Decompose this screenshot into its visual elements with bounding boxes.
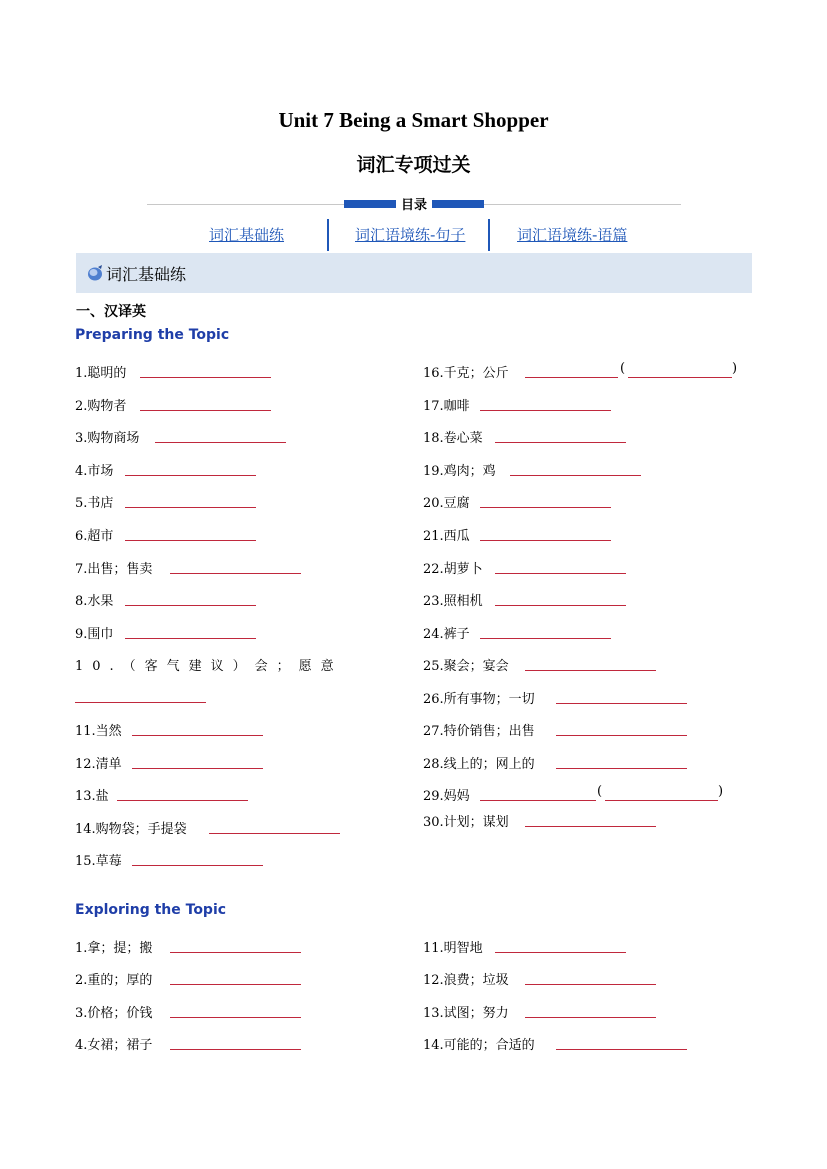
answer-blank[interactable]	[480, 638, 611, 639]
answer-blank[interactable]	[525, 670, 656, 671]
answer-blank[interactable]	[480, 507, 611, 508]
answer-blank[interactable]	[117, 800, 248, 801]
subsection-title-exploring: Exploring the Topic	[75, 902, 227, 918]
answer-blank[interactable]	[170, 984, 301, 985]
answer-blank[interactable]	[480, 800, 596, 801]
vocab-item: 19.鸡肉；鸡	[423, 464, 496, 479]
vocab-item: 12.浪费；垃圾	[423, 973, 509, 988]
vocab-item: 8.水果	[75, 594, 114, 609]
vocab-item: 22.胡萝卜	[423, 562, 483, 577]
answer-blank[interactable]	[556, 735, 687, 736]
answer-blank[interactable]	[170, 573, 301, 574]
answer-blank[interactable]	[495, 442, 626, 443]
answer-blank[interactable]	[209, 833, 340, 834]
vocab-item: 28.线上的；网上的	[423, 757, 535, 772]
section-header	[76, 253, 752, 293]
vocab-item: 25.聚会；宴会	[423, 659, 509, 674]
toc-separator	[327, 219, 329, 251]
answer-blank[interactable]	[125, 638, 256, 639]
answer-blank[interactable]	[170, 952, 301, 953]
answer-blank[interactable]	[525, 984, 656, 985]
vocab-item: 14.可能的；合适的	[423, 1038, 535, 1053]
answer-blank[interactable]	[140, 410, 271, 411]
answer-blank[interactable]	[132, 768, 263, 769]
vocab-item: 29.妈妈	[423, 789, 470, 804]
vocab-item: 27.特价销售；出售	[423, 724, 535, 739]
vocab-item: 6.超市	[75, 529, 114, 544]
answer-blank[interactable]	[155, 442, 286, 443]
vocab-item: 26.所有事物；一切	[423, 692, 535, 707]
answer-blank[interactable]	[605, 800, 718, 801]
subsection-title-preparing: Preparing the Topic	[75, 327, 230, 343]
answer-blank[interactable]	[132, 735, 263, 736]
toc-label: 目录	[396, 194, 432, 213]
vocab-item: 17.咖啡	[423, 399, 470, 414]
vocab-item: 5.书店	[75, 496, 114, 511]
page-subtitle: 词汇专项过关	[356, 154, 471, 176]
answer-blank[interactable]	[628, 377, 732, 378]
vocab-item: 15.草莓	[75, 854, 122, 869]
vocab-item: 12.清单	[75, 757, 122, 772]
answer-blank[interactable]	[125, 475, 256, 476]
toc-bar-left	[344, 200, 396, 208]
vocab-item: 2.购物者	[75, 399, 127, 414]
paren-close: )	[718, 784, 724, 799]
vocab-item: 14.购物袋；手提袋	[75, 822, 187, 837]
vocab-item: 9.围巾	[75, 627, 114, 642]
vocab-item: 11.当然	[75, 724, 122, 739]
part-title: 一、汉译英	[76, 304, 146, 320]
vocab-item: 21.西瓜	[423, 529, 470, 544]
vocab-item: 4.女裙；裙子	[75, 1038, 153, 1053]
answer-blank[interactable]	[125, 540, 256, 541]
answer-blank[interactable]	[140, 377, 271, 378]
vocab-item: 24.裤子	[423, 627, 470, 642]
answer-blank[interactable]	[510, 475, 641, 476]
vocab-item: 13.盐	[75, 789, 109, 804]
answer-blank[interactable]	[132, 865, 263, 866]
answer-blank[interactable]	[525, 377, 618, 378]
vocab-item: 16.千克；公斤	[423, 366, 509, 381]
page-title: Unit 7 Being a Smart Shopper	[278, 108, 549, 132]
vocab-item: 1.聪明的	[75, 366, 127, 381]
answer-blank[interactable]	[480, 540, 611, 541]
answer-blank[interactable]	[525, 1017, 656, 1018]
vocab-item: 3.购物商场	[75, 431, 140, 446]
toc-link-basic[interactable]: 词汇基础练	[209, 226, 285, 244]
toc-link-sentence[interactable]: 词汇语境练-句子	[355, 226, 466, 244]
vocab-item: 10.（客气建议）会；愿意	[75, 659, 343, 674]
paren-open: (	[597, 784, 603, 799]
vocab-item: 18.卷心菜	[423, 431, 483, 446]
answer-blank[interactable]	[556, 703, 687, 704]
toc-link-passage[interactable]: 词汇语境练-语篇	[517, 226, 628, 244]
answer-blank[interactable]	[480, 410, 611, 411]
answer-blank[interactable]	[556, 768, 687, 769]
answer-blank[interactable]	[495, 952, 626, 953]
answer-blank[interactable]	[495, 573, 626, 574]
answer-blank[interactable]	[75, 702, 206, 703]
vocab-item: 4.市场	[75, 464, 114, 479]
answer-blank[interactable]	[170, 1017, 301, 1018]
vocab-item: 11.明智地	[423, 941, 483, 956]
answer-blank[interactable]	[125, 605, 256, 606]
answer-blank[interactable]	[125, 507, 256, 508]
toc-bar-right	[432, 200, 484, 208]
paren-close: )	[732, 361, 738, 376]
toc-separator	[488, 219, 490, 251]
vocab-item: 1.拿；提；搬	[75, 941, 153, 956]
answer-blank[interactable]	[170, 1049, 301, 1050]
pencil-icon	[86, 264, 104, 282]
answer-blank[interactable]	[556, 1049, 687, 1050]
vocab-item: 7.出售；售卖	[75, 562, 153, 577]
vocab-item: 2.重的；厚的	[75, 973, 153, 988]
section-title: 词汇基础练	[106, 265, 187, 284]
paren-open: (	[620, 361, 626, 376]
vocab-item: 3.价格；价钱	[75, 1006, 153, 1021]
vocab-item: 20.豆腐	[423, 496, 470, 511]
vocab-item: 13.试图；努力	[423, 1006, 509, 1021]
vocab-item: 30.计划；谋划	[423, 815, 509, 830]
vocab-item: 23.照相机	[423, 594, 483, 609]
answer-blank[interactable]	[495, 605, 626, 606]
answer-blank[interactable]	[525, 826, 656, 827]
